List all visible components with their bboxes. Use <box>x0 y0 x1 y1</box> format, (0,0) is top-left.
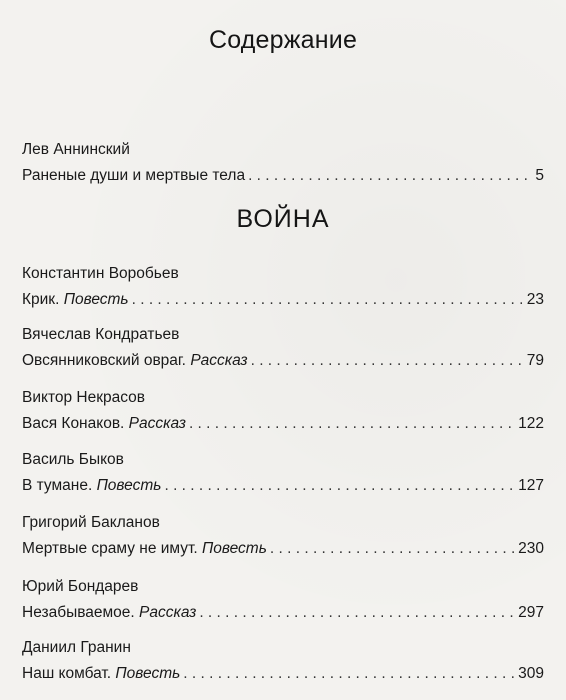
dot-leader <box>270 539 515 559</box>
toc-author: Вячеслав Кондратьев <box>22 326 180 343</box>
toc-page-number: 127 <box>518 477 544 494</box>
toc-line <box>22 166 544 186</box>
toc-entry <box>22 264 544 310</box>
toc-author: Константин Воробьев <box>22 265 179 282</box>
toc-genre: Рассказ <box>190 352 248 369</box>
toc-author: Григорий Бакланов <box>22 514 160 531</box>
toc-author: Даниил Гранин <box>22 639 131 656</box>
toc-entry <box>22 388 544 434</box>
toc-entry-intro <box>22 140 544 186</box>
toc-entry <box>22 577 544 623</box>
toc-work-title: Незабываемое. Рассказ <box>22 604 197 621</box>
toc-entry <box>22 325 544 371</box>
toc-author: Юрий Бондарев <box>22 578 139 595</box>
section-title: ВОЙНА <box>236 205 330 233</box>
dot-leader <box>132 290 524 310</box>
toc-work-title: Вася Конаков. Рассказ <box>22 415 186 432</box>
toc-work-title: Овсянниковский овраг. Рассказ <box>22 352 248 369</box>
toc-page-number: 79 <box>526 352 544 369</box>
toc-genre: Повесть <box>115 665 181 682</box>
dot-leader <box>248 166 532 186</box>
toc-entry <box>22 638 544 684</box>
toc-line <box>22 664 544 684</box>
toc-line <box>22 539 544 559</box>
toc-entry <box>22 450 544 496</box>
dot-leader <box>183 664 515 684</box>
toc-page-number: 230 <box>518 540 544 557</box>
toc-genre: Рассказ <box>128 415 186 432</box>
dot-leader <box>164 476 515 496</box>
toc-work-title: В тумане. Повесть <box>22 477 162 494</box>
toc-author: Василь Быков <box>22 451 124 468</box>
toc-genre: Повесть <box>63 291 129 308</box>
toc-work-title: Наш комбат. Повесть <box>22 665 181 682</box>
dot-leader <box>251 351 524 371</box>
dot-leader <box>189 414 515 434</box>
toc-author: Виктор Некрасов <box>22 389 146 406</box>
toc-genre: Повесть <box>202 540 267 557</box>
dot-leader <box>199 603 515 623</box>
toc-work-title: Раненые души и мертвые тела <box>22 167 246 184</box>
toc-page-number: 122 <box>518 415 544 432</box>
toc-line <box>22 351 544 371</box>
toc-entry <box>22 513 544 559</box>
toc-page-number: 23 <box>526 291 544 308</box>
toc-page-number: 5 <box>535 167 544 184</box>
toc-author: Лев Аннинский <box>22 141 130 158</box>
toc-line <box>22 414 544 434</box>
toc-genre: Рассказ <box>139 604 197 621</box>
toc-line <box>22 476 544 496</box>
toc-work-title: Крик. Повесть <box>22 291 129 308</box>
toc-page-number: 309 <box>518 665 544 682</box>
toc-page-number: 297 <box>518 604 544 621</box>
toc-line <box>22 290 544 310</box>
page-title: Содержание <box>208 26 358 54</box>
toc-genre: Повесть <box>96 477 162 494</box>
toc-work-title: Мертвые сраму не имут. Повесть <box>22 540 267 557</box>
toc-line <box>22 603 544 623</box>
